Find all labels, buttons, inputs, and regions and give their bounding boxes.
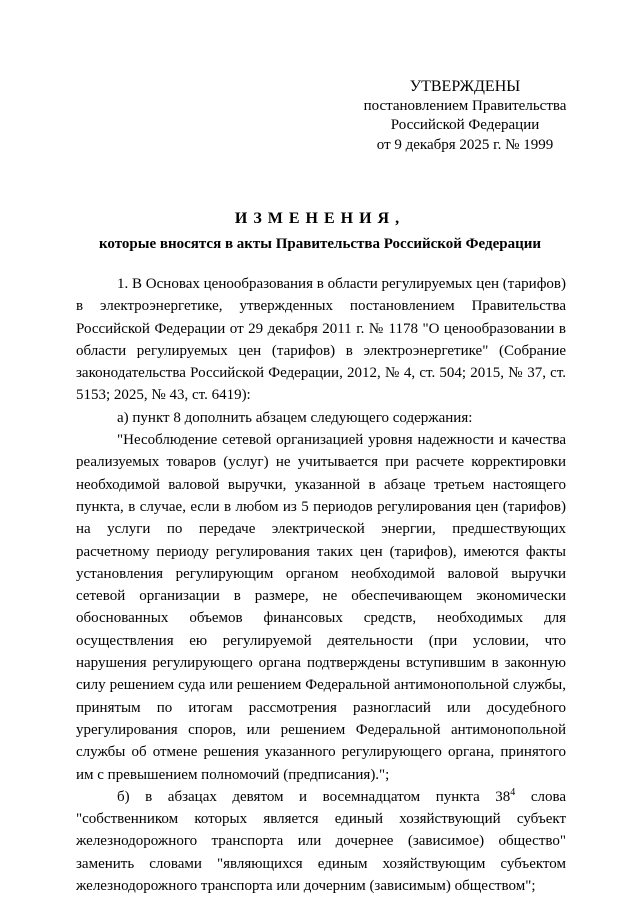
paragraph-4-superscript: 4 [510, 786, 516, 798]
approval-line-1: постановлением Правительства [363, 97, 567, 114]
paragraph-4-end: слова "собственником которых является единый хозяйствующий субъект железнодорожного транспорта или дочернее (зависимое) общество" заменить словами "являющихся единым хозяйствующим субъектом железнодорожного транспорта или дочерним (зависимым) обществом"; [76, 788, 567, 895]
approval-line-2: Российской Федерации [390, 117, 540, 133]
paragraph-4 [76, 786, 566, 897]
paragraph-2: а) пункт 8 дополнить абзацем следующего содержания: [117, 409, 473, 426]
paragraph-4-start: б) в абзацах девятом и восемнадцатом пункта 38 [117, 788, 511, 805]
paragraph-3: "Несоблюдение сетевой организацией уровня надежности и качества реализуемых товаров (услуг) не учитывается при расчете корректировки необходимой валовой выручки, указанной в абзаце третьем настоящего пункта, в случае, если в любом из 5 периодов регулирования цен (тарифов) на услуги по передаче электрической энергии, предшествующих расчетному периоду регулирования таких цен (тарифов), имеются факты установления регулирующим органом необходимой валовой выручки сетевой организации в размере, не обеспечивающем экономически обоснованных объемов финансовых средств, необходимых для осуществления ею регулируемой деятельности (при условии, что нарушения регулирующего органа подтверждены вступившим в законную силу решением суда или решением Федеральной антимонопольной службы, принятым по итогам рассмотрения разногласий или досудебного урегулирования споров, или решением Федеральной антимонопольной службы об отмене решения указанного регулирующего органа, принятого им с превышением полномочий (предписания)."; [76, 432, 566, 783]
approval-label: УТВЕРЖДЕНЫ [409, 78, 521, 95]
approval-block [340, 77, 590, 155]
document-subtitle: которые вносятся в акты Правительства Российской Федерации [98, 236, 542, 252]
document-title: ИЗМЕНЕНИЯ, [234, 210, 406, 227]
approval-line-3: от 9 декабря 2025 г. № 1999 [376, 136, 554, 153]
paragraph-1: 1. В Основах ценообразования в области регулируемых цен (тарифов) в электроэнергетике, утвержденных постановлением Правительства Российской Федерации от 29 декабря 2011 г. № 1178 "О ценообразовании в области регулируемых цен (тарифов) в электроэнергетике" (Собрание законодательства Российской Федерации, 2012, № 4, ст. 504; 2015, № 37, ст. 5153; 2025, № 43, ст. 6419): [76, 276, 566, 404]
document-body [76, 273, 566, 897]
